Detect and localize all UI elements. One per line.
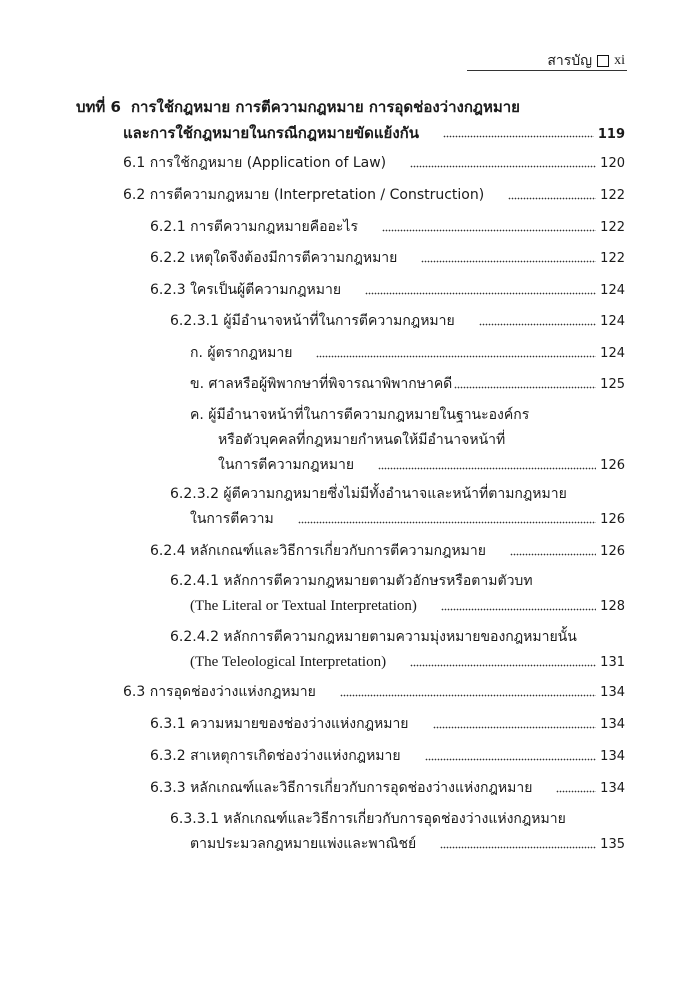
toc-entry[interactable] — [150, 248, 625, 268]
page-number: 134 — [600, 781, 625, 796]
entry-title: 6.2.3.2 ผู้ตีความกฎหมายซึ่งไม่มีทั้งอำนาจและหน้าที่ตามกฎหมาย — [170, 486, 567, 502]
entry-title: ค. ผู้มีอำนาจหน้าที่ในการตีความกฎหมายในฐานะองค์กร — [190, 407, 530, 423]
entry-title: 6.3.3 หลักเกณฑ์และวิธีการเกี่ยวกับการอุดช่องว่างแห่งกฎหมาย — [150, 780, 533, 796]
entry-title: 6.2.4 หลักเกณฑ์และวิธีการเกี่ยวกับการตีความกฎหมาย — [150, 543, 486, 559]
page-number: 122 — [600, 188, 625, 203]
page-number: 131 — [600, 655, 625, 670]
dot-leader — [433, 725, 597, 729]
toc-entry[interactable] — [150, 778, 625, 798]
page-number: 134 — [600, 749, 625, 764]
entry-title-cont: ตามประมวลกฎหมายแพ่งและพาณิชย์ — [190, 836, 417, 852]
page-number: 122 — [600, 220, 625, 235]
page-number: 124 — [600, 283, 625, 298]
page-number: 126 — [600, 512, 625, 527]
entry-title: 6.2.1 การตีความกฎหมายคืออะไร — [150, 219, 358, 235]
header-page-number: xi — [614, 53, 625, 68]
chapter-title: การใช้กฎหมาย การตีความกฎหมาย การอุดช่องว่างกฎหมาย — [130, 98, 520, 116]
page-number: 125 — [600, 377, 625, 392]
toc-entry[interactable] — [150, 714, 625, 734]
entry-title: ก. ผู้ตรากฎหมาย — [190, 345, 293, 361]
dot-leader — [340, 693, 596, 697]
toc-entry-chapter[interactable] — [123, 123, 625, 143]
page-number: 124 — [600, 346, 625, 361]
dot-leader — [440, 845, 596, 849]
dot-leader — [421, 259, 596, 263]
entry-title: 6.2.3.1 ผู้มีอำนาจหน้าที่ในการตีความกฎหมาย — [170, 313, 455, 329]
header-rule — [467, 70, 627, 71]
entry-title: 6.3.2 สาเหตุการเกิดช่องว่างแห่งกฎหมาย — [150, 748, 401, 764]
toc-entry[interactable] — [190, 343, 625, 363]
dot-leader — [556, 789, 596, 793]
toc-entry[interactable] — [123, 185, 625, 205]
page-number: 126 — [600, 458, 625, 473]
entry-title: 6.3 การอุดช่องว่างแห่งกฎหมาย — [123, 684, 316, 700]
entry-title: 6.2.4.1 หลักการตีความกฎหมายตามตัวอักษรหรือตามตัวบท — [170, 573, 533, 589]
dot-leader — [316, 354, 596, 358]
dot-leader — [382, 228, 596, 232]
entry-title: ข. ศาลหรือผู้พิพากษาที่พิจารณาพิพากษาคดี — [190, 376, 453, 392]
toc-entry-line — [170, 484, 625, 504]
page-number: 135 — [600, 837, 625, 852]
toc-entry[interactable] — [218, 455, 625, 475]
page-number: 119 — [597, 127, 625, 142]
dot-leader — [510, 552, 596, 556]
dot-leader — [365, 291, 596, 295]
page-number: 124 — [600, 314, 625, 329]
page-number: 122 — [600, 251, 625, 266]
page-number: 126 — [600, 544, 625, 559]
toc-entry[interactable] — [170, 311, 625, 331]
entry-title: 6.3.3.1 หลักเกณฑ์และวิธีการเกี่ยวกับการอุดช่องว่างแห่งกฎหมาย — [170, 811, 566, 827]
chapter-label: บทที่ 6 — [76, 98, 121, 116]
dot-leader — [425, 757, 597, 761]
toc-entry[interactable] — [150, 280, 625, 300]
page-number: 128 — [600, 599, 625, 614]
dot-leader — [298, 520, 597, 524]
toc-entry[interactable] — [190, 834, 625, 854]
toc-entry[interactable] — [150, 746, 625, 766]
page-number: 120 — [600, 156, 625, 171]
toc-entry-line — [170, 571, 625, 591]
dot-leader — [479, 322, 596, 326]
entry-title: 6.2.2 เหตุใดจึงต้องมีการตีความกฎหมาย — [150, 250, 398, 266]
toc-entry[interactable] — [150, 217, 625, 237]
dot-leader — [410, 164, 596, 168]
toc-entry-line — [190, 405, 625, 425]
entry-title: 6.2.3 ใครเป็นผู้ตีความกฎหมาย — [150, 282, 342, 298]
dot-leader — [508, 196, 596, 200]
toc-entry-line — [218, 430, 625, 450]
entry-title: 6.2.4.2 หลักการตีความกฎหมายตามความมุ่งหมายของกฎหมายนั้น — [170, 629, 577, 645]
page-number: 134 — [600, 685, 625, 700]
entry-title: 6.2 การตีความกฎหมาย (Interpretation / Construction) — [123, 187, 485, 203]
entry-title: 6.1 การใช้กฎหมาย (Application of Law) — [123, 155, 387, 171]
entry-title-cont: ในการตีความกฎหมาย — [218, 457, 355, 473]
dot-leader — [378, 466, 596, 470]
header-title: สารบัญ — [547, 53, 593, 69]
entry-title-cont: (The Teleological Interpretation) — [190, 654, 387, 670]
toc-entry[interactable] — [150, 541, 625, 561]
dot-leader — [454, 385, 596, 389]
toc-entry-line — [170, 627, 625, 647]
toc-entry[interactable] — [190, 652, 625, 672]
dot-leader — [443, 134, 594, 138]
toc-entry[interactable] — [190, 509, 625, 529]
entry-title-cont: ในการตีความ — [190, 511, 274, 527]
toc-entry[interactable] — [190, 374, 625, 394]
toc-entry[interactable] — [190, 596, 625, 616]
dot-leader — [410, 663, 596, 667]
toc-entry-line — [170, 809, 625, 829]
page-number: 134 — [600, 717, 625, 732]
entry-title-cont: (The Literal or Textual Interpretation) — [190, 598, 417, 614]
entry-title-cont: หรือตัวบุคคลที่กฎหมายกำหนดให้มีอำนาจหน้าที่ — [218, 432, 506, 448]
dot-leader — [441, 607, 596, 611]
square-bullet-icon — [597, 55, 609, 67]
toc-entry[interactable] — [123, 682, 625, 702]
entry-title: 6.3.1 ความหมายของช่องว่างแห่งกฎหมาย — [150, 716, 409, 732]
chapter-title-cont: และการใช้กฎหมายในกรณีกฎหมายขัดแย้งกัน — [123, 124, 420, 142]
running-header — [547, 50, 625, 72]
toc-entry[interactable] — [123, 153, 625, 173]
chapter-title-line — [76, 97, 625, 117]
